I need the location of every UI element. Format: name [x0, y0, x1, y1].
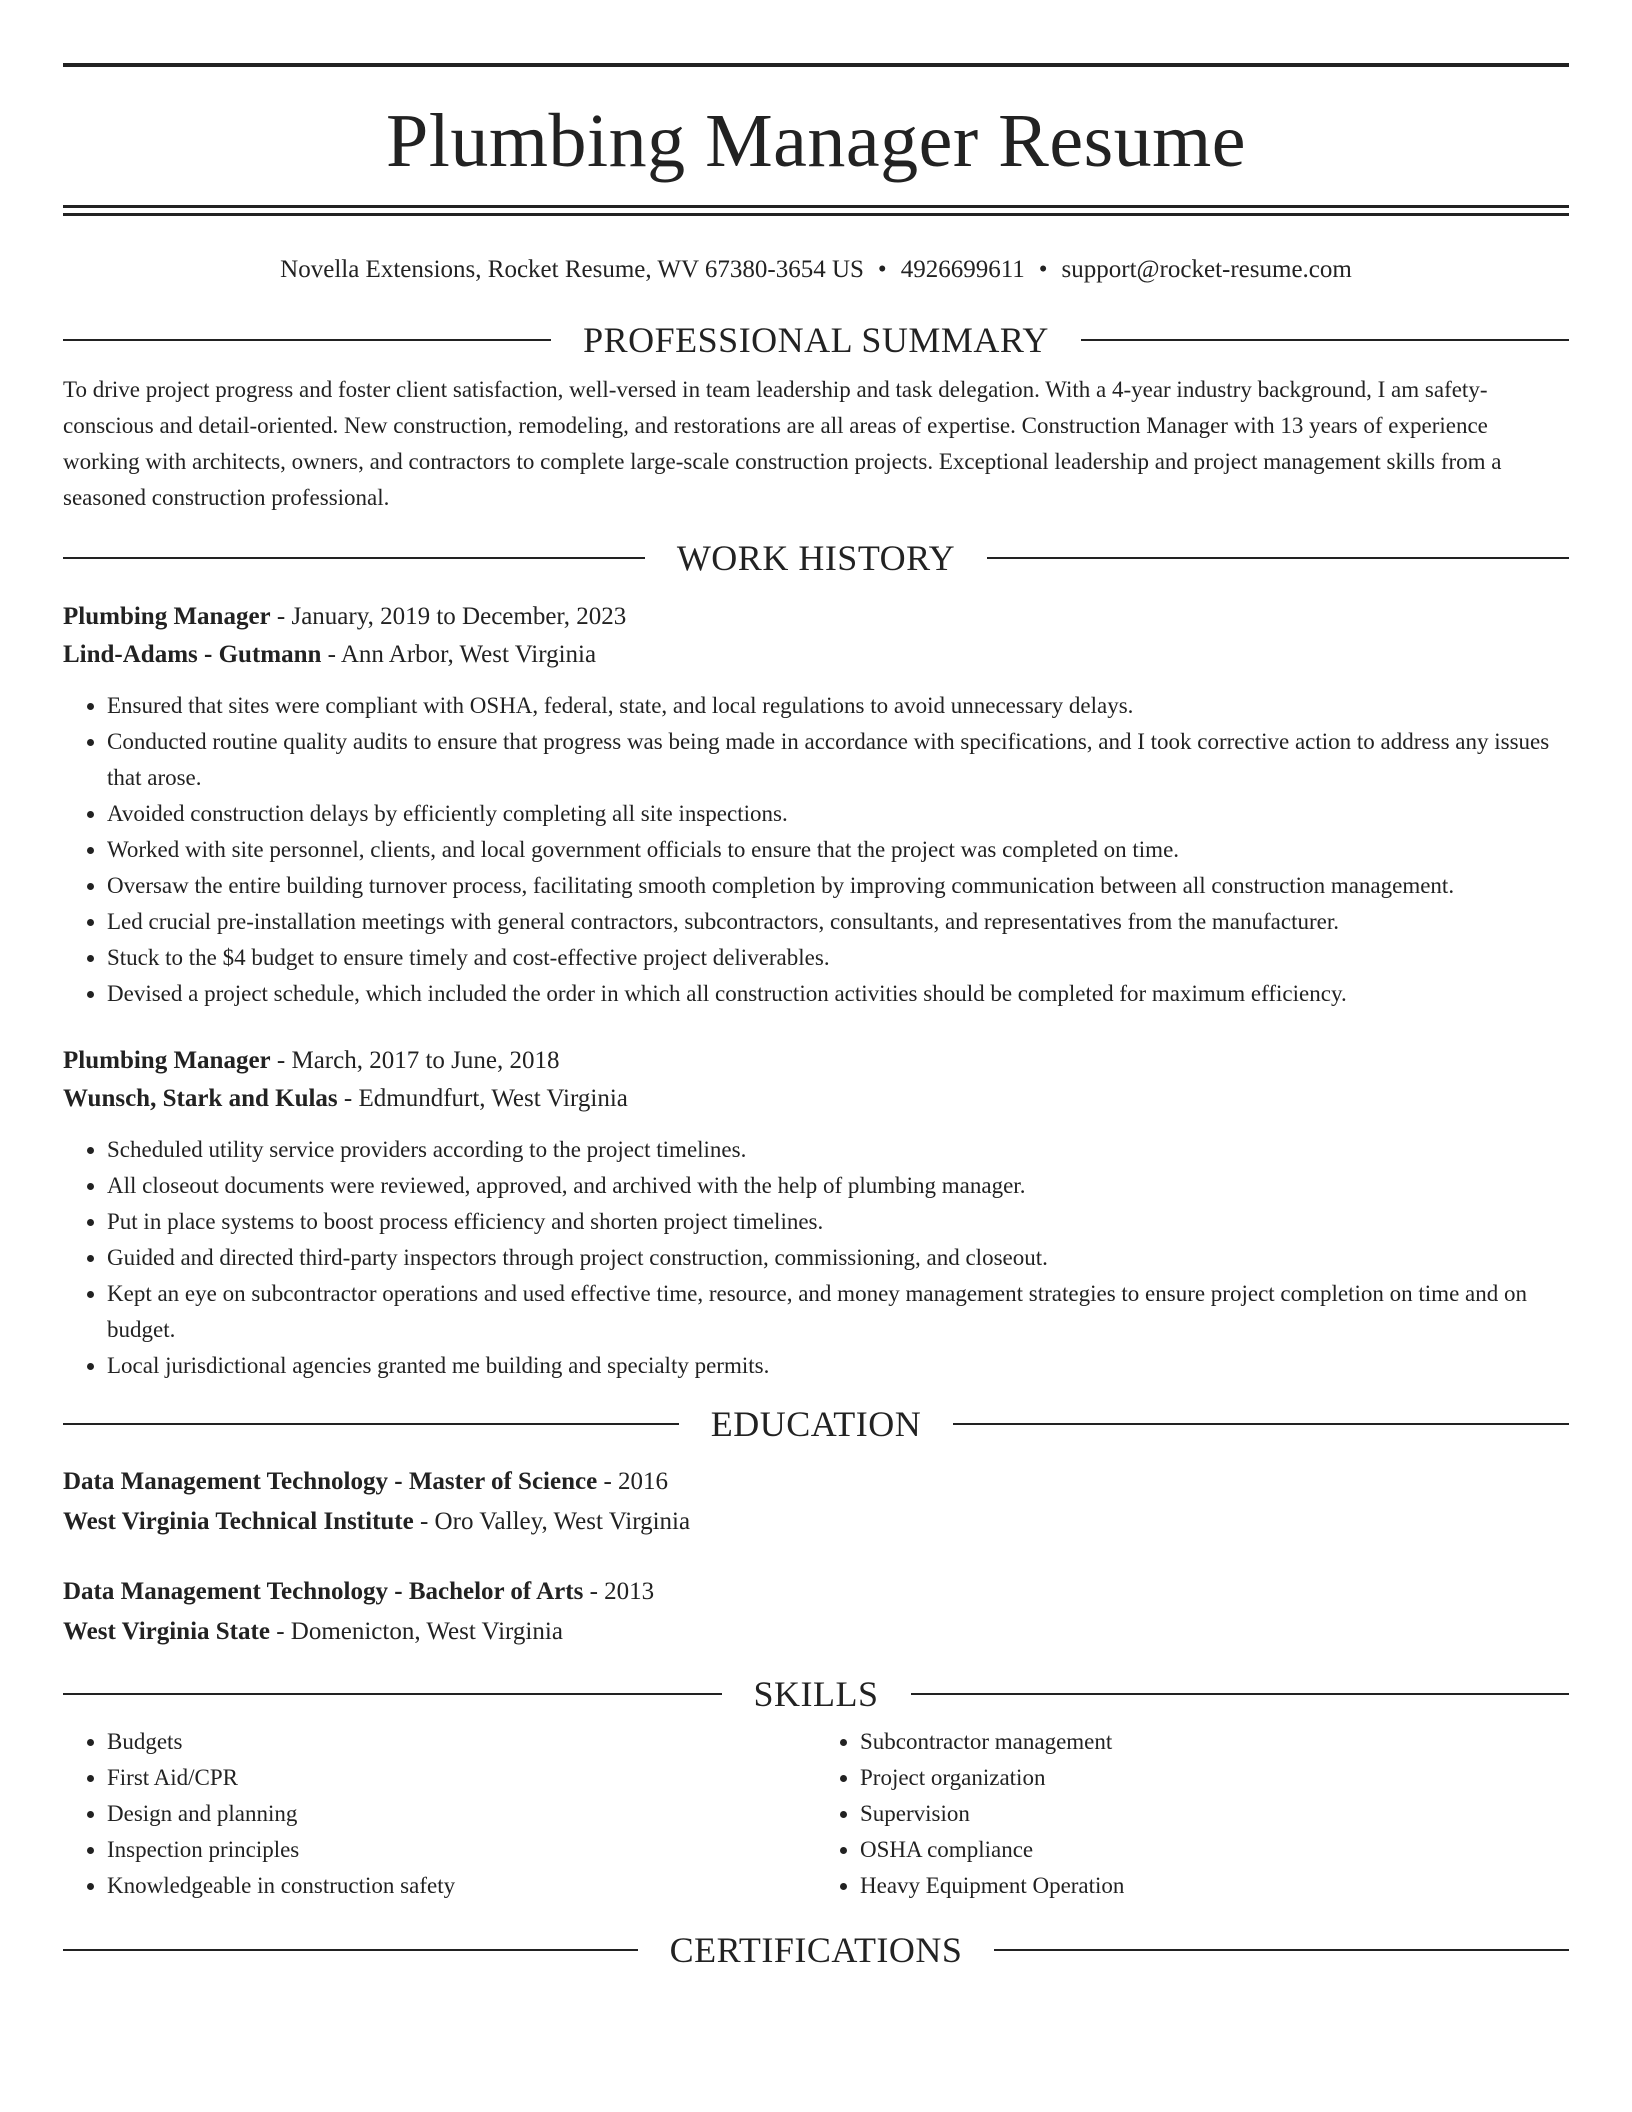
job-company: Lind-Adams - Gutmann [63, 641, 322, 668]
list-item: • Inspection principles [107, 1832, 816, 1868]
education-entry [63, 1462, 1569, 1542]
job-company: Wunsch, Stark and Kulas [63, 1085, 338, 1112]
job-dates: - January, 2019 to December, 2023 [270, 603, 627, 630]
list-item: • Worked with site personnel, clients, and local government officials to ensure that the project was completed on time. [107, 832, 1569, 868]
page-title: Plumbing Manager Resume [385, 99, 1247, 183]
divider-line [63, 1693, 722, 1695]
list-item: • First Aid/CPR [107, 1760, 816, 1796]
list-item: • Subcontractor management [860, 1724, 1569, 1760]
degree-line [63, 1462, 1569, 1502]
list-item: • Kept an eye on subcontractor operations and used effective time, resource, and money management strategies to ensure project completion on time and on budget. [107, 1276, 1569, 1348]
list-item: • Supervision [860, 1796, 1569, 1832]
skills-columns [63, 1724, 1569, 1904]
list-item: • Heavy Equipment Operation [860, 1868, 1569, 1904]
section-title-certifications: CERTIFICATIONS [669, 1930, 963, 1970]
job-entry [63, 598, 1569, 1012]
degree: Data Management Technology - Master of Science [63, 1468, 598, 1495]
list-item: • Project organization [860, 1760, 1569, 1796]
list-item: • Stuck to the $4 budget to ensure timely and cost-effective project deliverables. [107, 940, 1569, 976]
contact-phone: 4926699611 [900, 256, 1025, 283]
contact-email: support@rocket-resume.com [1061, 256, 1352, 283]
list-item: • Ensured that sites were compliant with OSHA, federal, state, and local regulations to avoid unnecessary delays. [107, 688, 1569, 724]
degree-line [63, 1572, 1569, 1612]
skills-section-header [63, 1672, 1569, 1716]
list-item: • Devised a project schedule, which included the order in which all construction activities should be completed for maximum efficiency. [107, 976, 1569, 1012]
divider-line [63, 1423, 679, 1425]
job-title: Plumbing Manager [63, 1047, 271, 1074]
work-section-header [63, 536, 1569, 580]
skills-list-left [63, 1724, 816, 1904]
list-item: • Scheduled utility service providers according to the project timelines. [107, 1132, 1569, 1168]
contact-separator: • [1038, 256, 1048, 283]
degree-year: - 2016 [597, 1468, 669, 1495]
list-item: • Led crucial pre-installation meetings with general contractors, subcontractors, consultants, and representatives from the manufacturer. [107, 904, 1569, 940]
school-line [63, 1502, 1569, 1542]
job-location: - Ann Arbor, West Virginia [321, 641, 597, 668]
list-item: • Oversaw the entire building turnover process, facilitating smooth completion by improving communication between all construction management. [107, 868, 1569, 904]
divider-line [911, 1693, 1570, 1695]
school: West Virginia Technical Institute [63, 1508, 414, 1535]
list-item: • Conducted routine quality audits to ensure that progress was being made in accordance with specifications, and I took corrective action to address any issues that arose. [107, 724, 1569, 796]
job-title-line [63, 1042, 1569, 1080]
list-item: • Knowledgeable in construction safety [107, 1868, 816, 1904]
skills-list-right [816, 1724, 1569, 1904]
school-location: - Domenicton, West Virginia [269, 1618, 563, 1645]
divider-line [63, 1949, 638, 1951]
divider-line [63, 339, 551, 341]
job-company-line [63, 636, 1569, 674]
job-location: - Edmundfurt, West Virginia [337, 1085, 628, 1112]
degree: Data Management Technology - Bachelor of Arts [63, 1578, 584, 1605]
contact-address: Novella Extensions, Rocket Resume, WV 67380-3654 US [280, 256, 864, 283]
school: West Virginia State [63, 1618, 270, 1645]
job-bullets [63, 1132, 1569, 1384]
contact-separator: • [877, 256, 887, 283]
top-rule [63, 63, 1569, 67]
list-item: • Put in place systems to boost process efficiency and shorten project timelines. [107, 1204, 1569, 1240]
section-title-work: WORK HISTORY [676, 538, 956, 578]
job-title-line [63, 598, 1569, 636]
certifications-section-header [63, 1928, 1569, 1972]
title-double-rule [63, 205, 1569, 216]
divider-line [1081, 339, 1569, 341]
education-section-header [63, 1402, 1569, 1446]
summary-section-header [63, 318, 1569, 362]
divider-line [63, 557, 645, 559]
contact-line [63, 252, 1569, 288]
divider-line [953, 1423, 1569, 1425]
job-title: Plumbing Manager [63, 603, 271, 630]
list-item: • Local jurisdictional agencies granted me building and specialty permits. [107, 1348, 1569, 1384]
education-entry [63, 1572, 1569, 1652]
job-bullets [63, 688, 1569, 1012]
school-location: - Oro Valley, West Virginia [413, 1508, 691, 1535]
section-title-skills: SKILLS [753, 1674, 879, 1714]
degree-year: - 2013 [583, 1578, 655, 1605]
summary-text: To drive project progress and foster client satisfaction, well-versed in team leadership and task delegation. With a 4-year industry background, I am safety-conscious and detail-oriented. New construction, remodeling, and restorations are all areas of expertise. Construction Manager with 13 years of experience working with architects, owners, and contractors to complete large-scale construction projects. Exceptional leadership and project management skills from a seasoned construction professional. [63, 377, 1502, 510]
list-item: • Avoided construction delays by efficiently completing all site inspections. [107, 796, 1569, 832]
list-item: • Design and planning [107, 1796, 816, 1832]
school-line [63, 1612, 1569, 1652]
divider-line [994, 1949, 1569, 1951]
job-entry [63, 1042, 1569, 1384]
list-item: • Budgets [107, 1724, 816, 1760]
list-item: • All closeout documents were reviewed, approved, and archived with the help of plumbing manager. [107, 1168, 1569, 1204]
section-title-education: EDUCATION [710, 1404, 922, 1444]
section-title-summary: PROFESSIONAL SUMMARY [583, 320, 1049, 360]
job-company-line [63, 1080, 1569, 1118]
list-item: • Guided and directed third-party inspectors through project construction, commissioning, and closeout. [107, 1240, 1569, 1276]
job-dates: - March, 2017 to June, 2018 [270, 1047, 560, 1074]
divider-line [987, 557, 1569, 559]
list-item: • OSHA compliance [860, 1832, 1569, 1868]
